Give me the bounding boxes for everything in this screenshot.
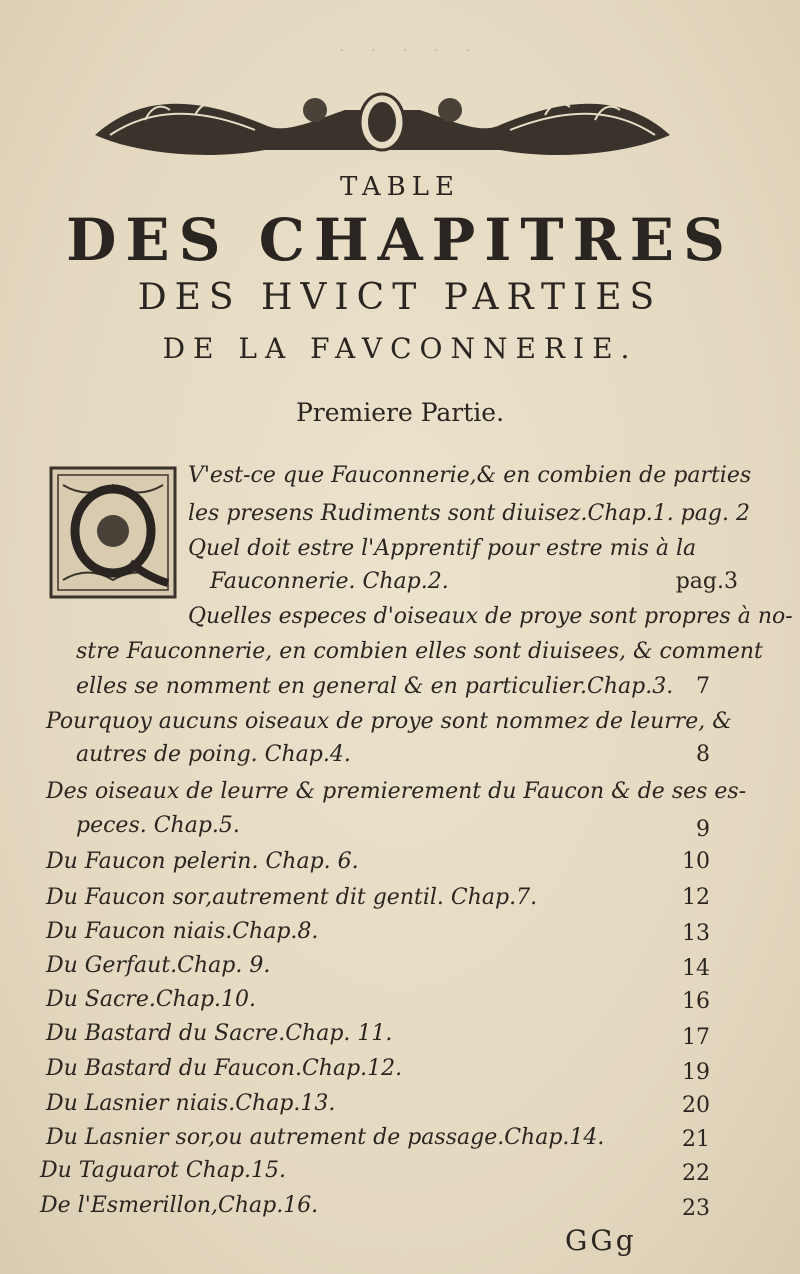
toc-entry-1-line-2: les presens Rudiments sont diuisez.Chap.1. pag. 2 [188,501,750,526]
toc-entry-5-page: 9 [696,817,710,842]
toc-entry-3-line-1: Quelles especes d'oiseaux de proye sont propres à no- [188,604,793,629]
toc-entry-3-line-2: stre Fauconnerie, en combien elles sont diuisees, & comment [76,639,763,664]
signature-mark: GGg [565,1224,637,1257]
part-title: Premiere Partie. [295,398,505,427]
toc-entry-4-line-1: Pourquoy aucuns oiseaux de proye sont nommez de leurre, & [46,709,732,734]
toc-entry-5-line-2: peces. Chap.5. [76,813,240,838]
bleed-through-text: · · · · · [339,40,481,61]
toc-entry-5-line-1: Des oiseaux de leurre & premierement du Faucon & de ses es- [46,779,747,804]
toc-entry-2-line-2: Fauconnerie. Chap.2. [210,569,449,594]
toc-entry-9-page: 14 [682,956,710,981]
toc-entry-12-title: Du Bastard du Faucon.Chap.12. [46,1056,403,1081]
toc-entry-2-page: pag.3 [675,569,738,594]
toc-entry-4-page: 8 [696,742,710,767]
toc-entry-3-page: 7 [696,674,710,699]
toc-entry-16-page: 23 [682,1196,710,1221]
heading-des-chapitres: DES CHAPITRES [66,206,734,274]
toc-entry-14-page: 21 [682,1127,710,1152]
toc-entry-2-line-1: Quel doit estre l'Apprentif pour estre mis à la [188,536,697,561]
heading-huict-parties: DES HVICT PARTIES [137,277,663,318]
toc-entry-11-title: Du Bastard du Sacre.Chap. 11. [46,1021,393,1046]
heading-fauconnerie: DE LA FAVCONNERIE. [162,332,638,365]
toc-entry-8-page: 13 [682,921,710,946]
toc-entry-7-page: 12 [682,885,710,910]
toc-entry-15-page: 22 [682,1161,710,1186]
toc-entry-11-page: 17 [682,1025,710,1050]
toc-entry-9-title: Du Gerfaut.Chap. 9. [46,953,271,978]
toc-entry-6-page: 10 [682,849,710,874]
toc-entry-15-title: Du Taguarot Chap.15. [40,1158,287,1183]
toc-entry-10-page: 16 [682,989,710,1014]
toc-entry-7-title: Du Faucon sor,autrement dit gentil. Chap.7. [46,885,538,910]
toc-entry-13-title: Du Lasnier niais.Chap.13. [46,1091,336,1116]
toc-entry-14-title: Du Lasnier sor,ou autrement de passage.Chap.14. [46,1125,605,1150]
toc-entry-8-title: Du Faucon niais.Chap.8. [46,919,319,944]
toc-entry-3-line-3: elles se nomment en general & en particulier.Chap.3. [76,674,674,699]
toc-entry-13-page: 20 [682,1093,710,1118]
toc-entry-16-title: De l'Esmerillon,Chap.16. [40,1193,319,1218]
toc-entry-12-page: 19 [682,1060,710,1085]
toc-entry-6-title: Du Faucon pelerin. Chap. 6. [46,849,359,874]
toc-entry-1-line-1: V'est-ce que Fauconnerie,& en combien de parties [188,463,752,488]
toc-entry-10-title: Du Sacre.Chap.10. [46,987,257,1012]
toc-entry-4-line-2: autres de poing. Chap.4. [76,742,351,767]
heading-table: TABLE [339,172,461,202]
